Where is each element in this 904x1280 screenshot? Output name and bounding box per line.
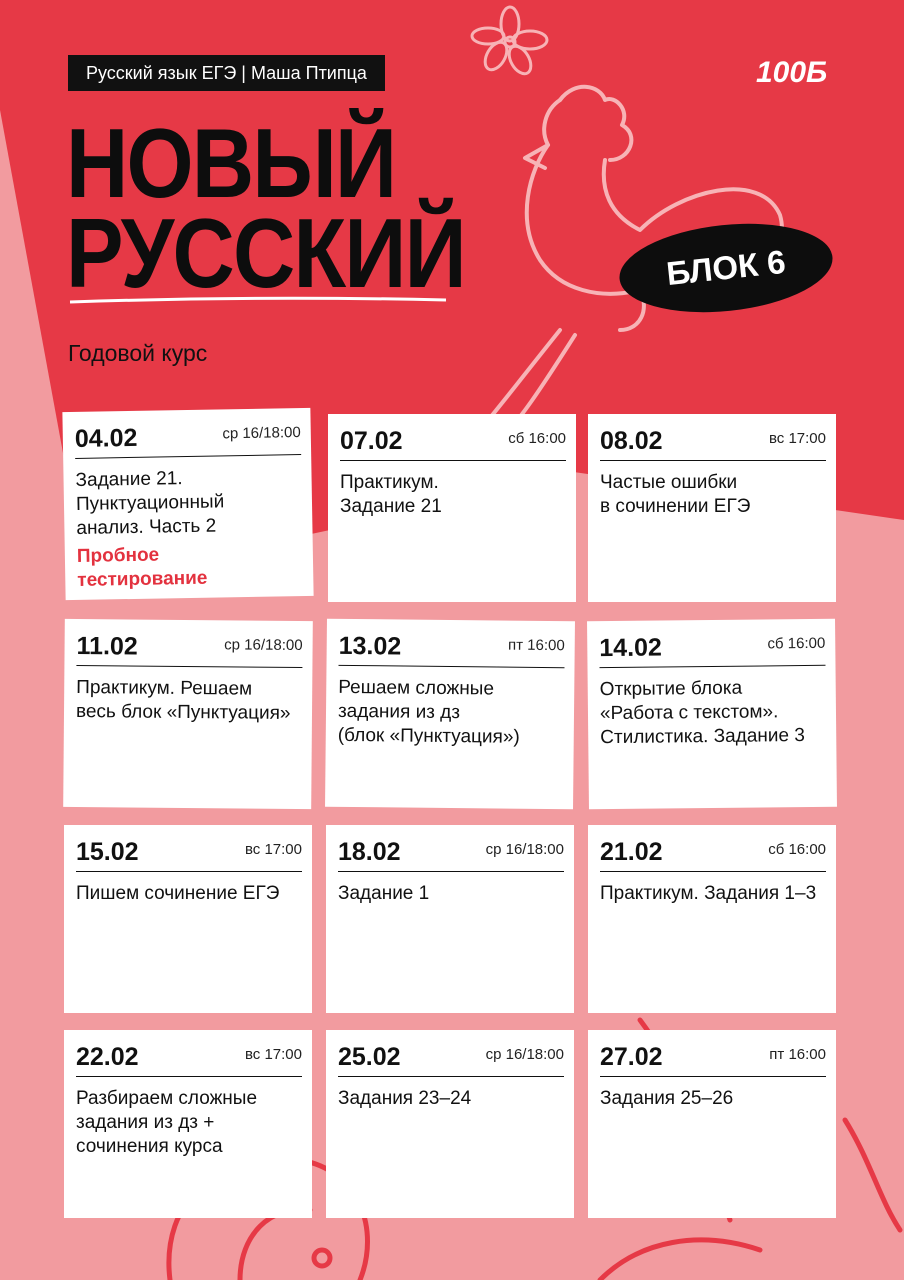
- card-header: [599, 631, 825, 668]
- card-header: [75, 420, 302, 459]
- card-time: пт 16:00: [769, 1046, 826, 1063]
- card-time: сб 16:00: [768, 841, 826, 858]
- title-line-2: РУССКИЙ: [66, 198, 465, 308]
- schedule-card: [62, 408, 313, 600]
- card-topic: Задания 23–24: [338, 1088, 472, 1109]
- card-date: 27.02: [600, 1043, 663, 1071]
- card-date: 22.02: [76, 1043, 139, 1071]
- schedule-card: [326, 825, 574, 1013]
- card-date: 13.02: [338, 631, 402, 661]
- schedule-card: [588, 414, 836, 602]
- schedule-card: [325, 619, 575, 810]
- schedule-card: [328, 414, 576, 602]
- card-time: ср 16/18:00: [222, 424, 301, 443]
- card-time: сб 16:00: [767, 634, 826, 653]
- card-topic: Открытие блока «Работа с текстом». Стилистика. Задание 3: [599, 677, 805, 749]
- card-time: ср 16/18:00: [485, 1046, 564, 1063]
- schedule-card: [588, 1030, 836, 1218]
- schedule-card: [64, 1030, 312, 1218]
- schedule-card: [64, 825, 312, 1013]
- card-topic: Практикум. Задания 1–3: [600, 883, 817, 904]
- card-header: [76, 837, 302, 872]
- card-date: 25.02: [338, 1043, 401, 1071]
- course-tag: Русский язык ЕГЭ | Маша Птипца: [68, 55, 385, 91]
- card-topic: Задания 25–26: [600, 1088, 734, 1109]
- card-time: сб 16:00: [508, 430, 566, 447]
- card-header: [600, 426, 826, 461]
- subtitle: Годовой курс: [68, 340, 208, 366]
- card-header: [600, 1042, 826, 1077]
- title-underline: [68, 294, 448, 306]
- card-header: [600, 837, 826, 872]
- card-header: [338, 631, 564, 668]
- card-topic: Частые ошибки в сочинении ЕГЭ: [600, 472, 751, 517]
- card-time: вс 17:00: [768, 430, 826, 447]
- card-time: вс 17:00: [244, 841, 302, 858]
- block-badge: БЛОК 6: [615, 214, 837, 322]
- card-time: ср 16/18:00: [224, 636, 303, 654]
- schedule-card: [587, 619, 837, 810]
- card-date: 18.02: [338, 838, 401, 866]
- card-topic: Разбираем сложные задания из дз + сочинения курса: [76, 1088, 258, 1157]
- brand-logo: 100Б: [756, 56, 828, 89]
- card-topic: Решаем сложные задания из дз (блок «Пунктуация»): [337, 676, 520, 748]
- card-date: 15.02: [76, 838, 139, 866]
- title-line-1: НОВЫЙ: [66, 108, 396, 218]
- card-topic: Пишем сочинение ЕГЭ: [76, 883, 280, 904]
- card-date: 04.02: [74, 423, 138, 453]
- card-note: Пробное тестирование: [76, 544, 208, 591]
- card-topic: Задание 1: [338, 883, 430, 904]
- card-header: [338, 1042, 564, 1077]
- card-header: [76, 1042, 302, 1077]
- card-date: 14.02: [599, 633, 663, 663]
- card-header: [76, 631, 302, 668]
- card-time: ср 16/18:00: [485, 841, 564, 858]
- card-date: 07.02: [340, 427, 403, 455]
- schedule-card: [326, 1030, 574, 1218]
- card-date: 08.02: [600, 427, 663, 455]
- card-topic: Задание 21. Пунктуационный анализ. Часть 2: [75, 468, 225, 539]
- card-topic: Практикум. Задание 21: [340, 472, 442, 517]
- schedule-card: [63, 619, 313, 809]
- schedule-card: [588, 825, 836, 1013]
- card-date: 21.02: [600, 838, 663, 866]
- card-time: пт 16:00: [507, 636, 565, 655]
- card-header: [338, 837, 564, 872]
- card-time: вс 17:00: [244, 1046, 302, 1063]
- card-topic: Практикум. Решаем весь блок «Пунктуация»: [75, 677, 291, 724]
- card-header: [340, 426, 566, 461]
- page-title: [66, 108, 465, 308]
- card-date: 11.02: [76, 632, 138, 661]
